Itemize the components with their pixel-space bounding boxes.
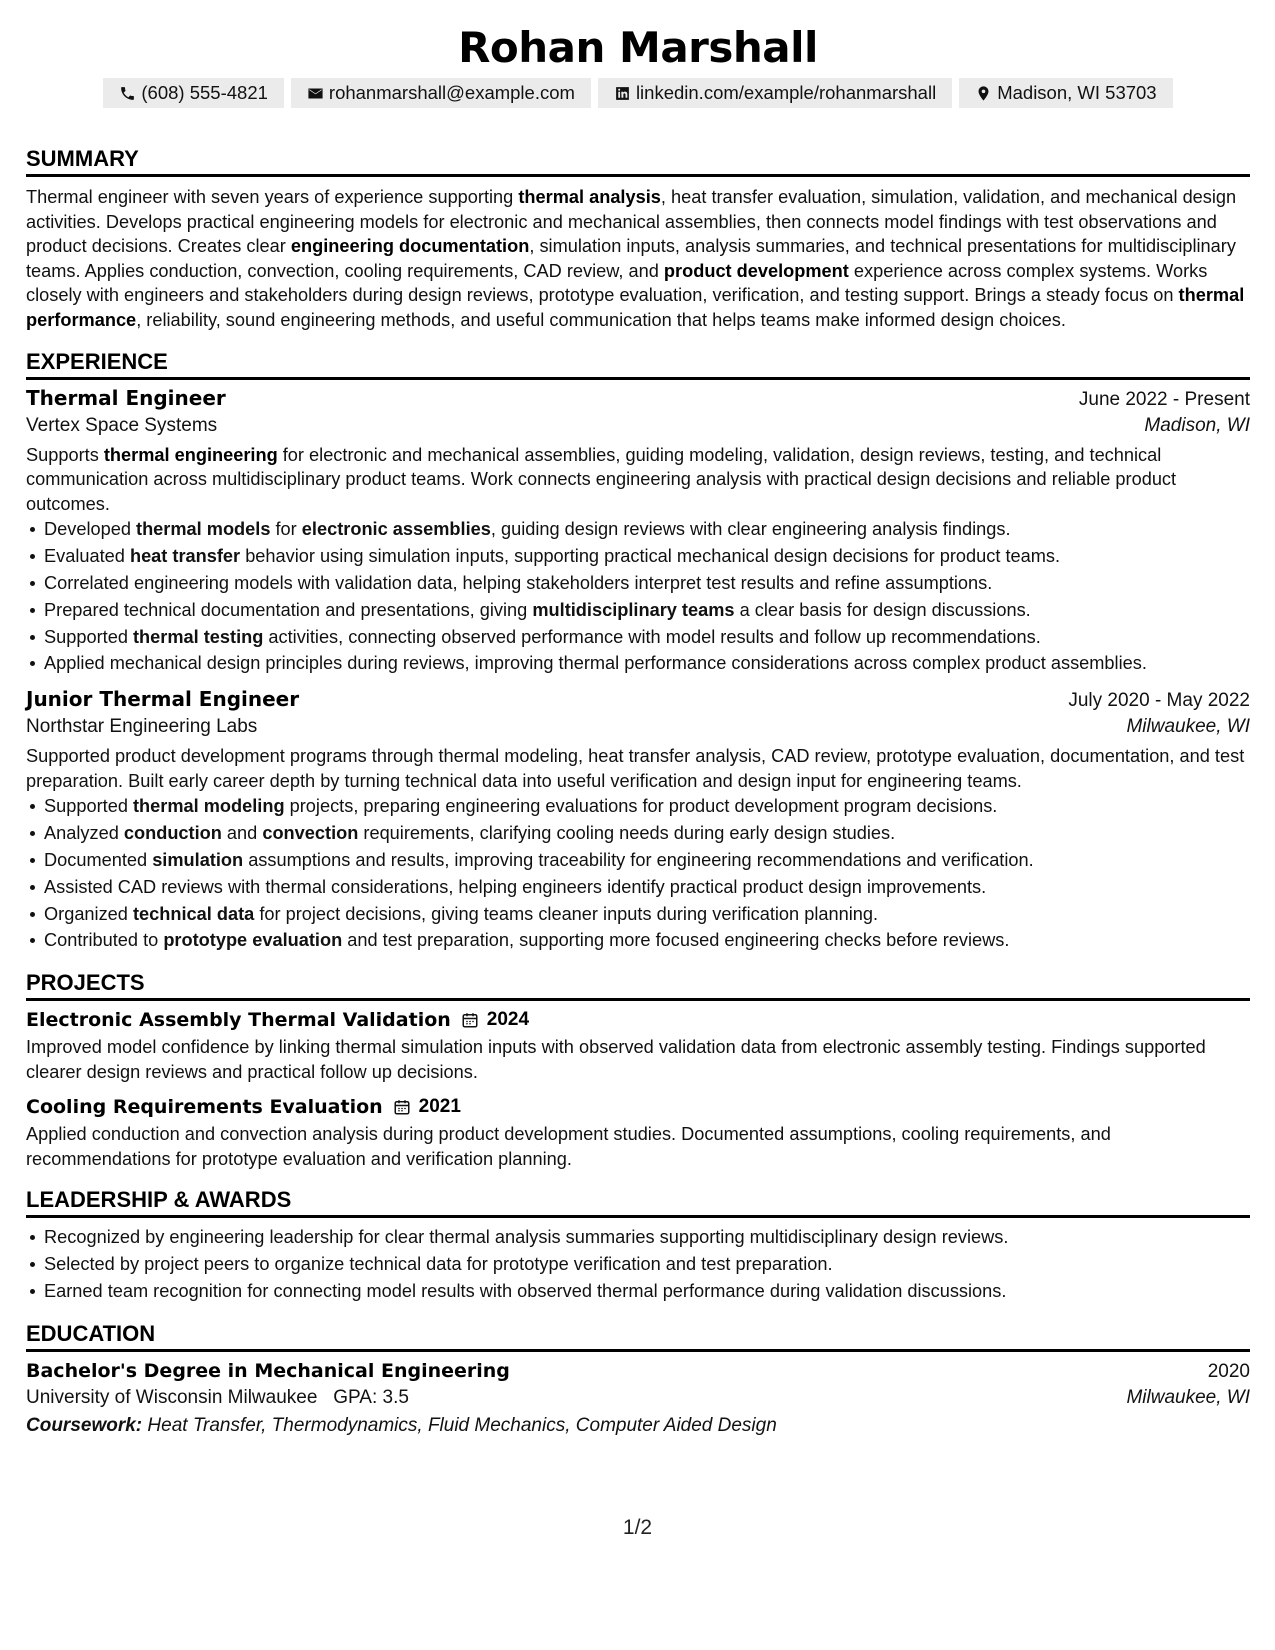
text-run: and <box>221 823 263 844</box>
envelope-icon <box>307 85 324 102</box>
text-run: , guiding design reviews with clear engineering analysis findings. <box>490 519 1011 540</box>
summary-paragraph <box>26 185 1250 333</box>
list-item <box>26 543 1250 570</box>
text-run: assumptions and results, improving traceability for engineering recommendations and verification. <box>243 849 1034 870</box>
job-company: Vertex Space Systems <box>26 414 218 436</box>
list-item <box>26 650 1250 677</box>
job-location: Madison, WI <box>1144 414 1250 436</box>
school-location: Milwaukee, WI <box>1126 1386 1250 1408</box>
coursework <box>26 1415 1250 1437</box>
bold-phrase: thermal testing <box>132 626 264 647</box>
text-run: requirements, clarifying cooling needs during early design studies. <box>358 823 896 844</box>
job-dates: July 2020 - May 2022 <box>1068 690 1250 712</box>
contact-phone <box>103 78 284 108</box>
list-item <box>26 820 1250 847</box>
text-run: , reliability, sound engineering methods, and useful communication that helps teams make informed design choices. <box>136 309 1066 330</box>
text-run: Developed <box>44 519 137 540</box>
school-name: University of Wisconsin Milwaukee <box>26 1386 318 1408</box>
list-item: Selected by project peers to organize technical data for prototype verification and test preparation. <box>26 1251 1250 1278</box>
contact-bar <box>26 78 1250 108</box>
section-title-summary: SUMMARY <box>26 146 1250 177</box>
text-run: projects, preparing engineering evaluations for product development program decisions. <box>284 796 998 817</box>
section-title-projects: PROJECTS <box>26 970 1250 1001</box>
text-run: activities, connecting observed performance with model results and follow up recommendations. <box>263 626 1041 647</box>
job-entry <box>26 386 1250 678</box>
text-run: Prepared technical documentation and presentations, giving <box>44 599 533 620</box>
contact-email[interactable] <box>291 78 591 108</box>
text-run: behavior using simulation inputs, supporting practical mechanical design decisions for product teams. <box>240 546 1061 567</box>
list-item <box>26 597 1250 624</box>
text-run: Thermal engineer with seven years of experience supporting <box>26 187 519 207</box>
bold-phrase: technical data <box>132 903 255 924</box>
project-date <box>461 1009 529 1031</box>
job-dates: June 2022 - Present <box>1078 388 1250 410</box>
list-item: Earned team recognition for connecting model results with observed thermal performance during validation discussions. <box>26 1278 1250 1305</box>
list-item: Recognized by engineering leadership for clear thermal analysis summaries supporting multidisciplinary design reviews. <box>26 1224 1250 1251</box>
job-bullets <box>26 793 1250 954</box>
bold-phrase: electronic assemblies <box>301 519 491 540</box>
project-entry <box>26 1009 1250 1084</box>
bold-phrase: thermal engineering <box>103 444 278 465</box>
text-run: for project decisions, giving teams cleaner inputs during verification planning. <box>254 903 879 924</box>
coursework-label: Coursework: <box>26 1414 143 1436</box>
bold-phrase: thermal modeling <box>132 796 285 817</box>
job-summary <box>26 744 1250 793</box>
list-item <box>26 901 1250 928</box>
leadership-list <box>26 1224 1250 1304</box>
phone-icon <box>119 85 136 102</box>
text-run: Organized <box>44 903 133 924</box>
text-run: , simulation inputs, analysis summaries, and technical presentations for multidisciplinary teams. Applies conduction, convection, cooling requirements, CAD review, and <box>26 236 1236 281</box>
text-run: Assisted CAD reviews with thermal considerations, helping engineers identify practical product design improvements. <box>44 876 987 897</box>
project-title: Electronic Assembly Thermal Validation <box>26 1009 451 1032</box>
resume-page <box>26 20 1250 1437</box>
gpa: GPA: 3.5 <box>333 1386 409 1408</box>
text-run: and test preparation, supporting more focused engineering checks before reviews. <box>342 930 1010 951</box>
page-number: 1/2 <box>622 1516 653 1539</box>
project-entry <box>26 1096 1250 1171</box>
contact-linkedin[interactable] <box>598 78 952 108</box>
text-run: Evaluated <box>44 546 130 567</box>
bold-phrase: prototype evaluation <box>163 930 343 951</box>
text-run: for electronic and mechanical assemblies, guiding modeling, validation, design reviews, testing, and technical communication across multidisciplinary product teams. Work connects engineering analysis with practical design decisions and reliable product outcomes. <box>26 444 1177 514</box>
coursework-list: Heat Transfer, Thermodynamics, Fluid Mechanics, Computer Aided Design <box>147 1414 777 1436</box>
text-run: Supported product development programs through thermal modeling, heat transfer analysis, CAD review, prototype evaluation, documentation, and test preparation. Built early career depth by turning technical data into useful verification and design input for engineering teams. <box>26 746 1245 791</box>
text-run: , heat transfer evaluation, simulation, validation, and mechanical design activities. Develops practical engineering models for electronic and mechanical assemblies, then connects model findings with test observations and product decisions. Creates clear <box>26 187 1237 257</box>
calendar-icon <box>393 1098 411 1116</box>
degree: Bachelor's Degree in Mechanical Engineering <box>26 1359 510 1382</box>
text-run: Supports <box>26 444 104 465</box>
school-line <box>26 1387 409 1409</box>
bold-phrase: thermal analysis <box>518 187 661 207</box>
education-section <box>26 1321 1250 1437</box>
job-bullets <box>26 516 1250 677</box>
job-title: Thermal Engineer <box>26 385 226 410</box>
text-run: Documented <box>44 849 153 870</box>
text-run: Applied mechanical design principles during reviews, improving thermal performance considerations across complex product assemblies. <box>44 653 1147 674</box>
linkedin-text: linkedin.com/example/rohanmarshall <box>635 82 937 103</box>
project-year: 2024 <box>486 1009 530 1031</box>
project-date <box>393 1096 461 1118</box>
section-title-leadership: LEADERSHIP & AWARDS <box>26 1187 1250 1218</box>
bold-phrase: product development <box>663 260 849 281</box>
section-title-experience: EXPERIENCE <box>26 349 1250 380</box>
bold-phrase: simulation <box>152 849 244 870</box>
job-company: Northstar Engineering Labs <box>26 716 258 738</box>
email-text: rohanmarshall@example.com <box>328 82 575 103</box>
job-title: Junior Thermal Engineer <box>26 687 300 712</box>
list-item <box>26 874 1250 901</box>
summary-section <box>26 146 1250 333</box>
experience-section <box>26 349 1250 955</box>
bold-phrase: thermal models <box>136 519 271 540</box>
phone-text: (608) 555-4821 <box>141 82 268 103</box>
project-description: Improved model confidence by linking thermal simulation inputs with observed validation data from electronic assembly testing. Findings supported clearer design reviews and practical follow up decisions. <box>26 1037 1206 1082</box>
bold-phrase: multidisciplinary teams <box>532 599 735 620</box>
list-item <box>26 927 1250 954</box>
graduation-year: 2020 <box>1207 1360 1250 1382</box>
text-run: Supported <box>44 626 133 647</box>
section-title-education: EDUCATION <box>26 1321 1250 1352</box>
projects-section <box>26 970 1250 1171</box>
project-year: 2021 <box>418 1096 461 1118</box>
job-summary <box>26 443 1250 517</box>
list-item <box>26 570 1250 597</box>
linkedin-icon <box>614 85 631 102</box>
list-item <box>26 516 1250 543</box>
list-item <box>26 793 1250 820</box>
bold-phrase: convection <box>262 823 359 844</box>
bold-phrase: heat transfer <box>129 546 241 567</box>
candidate-name: Rohan Marshall <box>458 23 818 72</box>
leadership-section <box>26 1187 1250 1304</box>
text-run: Analyzed <box>44 823 124 844</box>
job-location: Milwaukee, WI <box>1126 716 1250 738</box>
bold-phrase: thermal performance <box>26 285 1245 330</box>
project-description: Applied conduction and convection analysis during product development studies. Documented assumptions, cooling requirements, and recommendations for prototype evaluation and verification planning. <box>26 1124 1111 1169</box>
text-run: Supported <box>44 796 133 817</box>
text-run: Contributed to <box>44 930 164 951</box>
list-item <box>26 847 1250 874</box>
location-text: Madison, WI 53703 <box>997 82 1157 103</box>
list-item <box>26 624 1250 651</box>
project-title: Cooling Requirements Evaluation <box>26 1096 383 1119</box>
bold-phrase: engineering documentation <box>290 236 530 257</box>
text-run: a clear basis for design discussions. <box>734 599 1031 620</box>
contact-location <box>959 78 1172 108</box>
text-run: Correlated engineering models with validation data, helping stakeholders interpret test results and refine assumptions. <box>44 572 993 593</box>
text-run: for <box>270 519 302 540</box>
map-pin-icon <box>975 85 992 102</box>
text-run: experience across complex systems. Works closely with engineers and stakeholders during design reviews, prototype evaluation, verification, and testing support. Brings a steady focus on <box>26 260 1208 306</box>
bold-phrase: conduction <box>123 823 222 844</box>
job-entry <box>26 687 1250 954</box>
calendar-icon <box>461 1011 479 1029</box>
